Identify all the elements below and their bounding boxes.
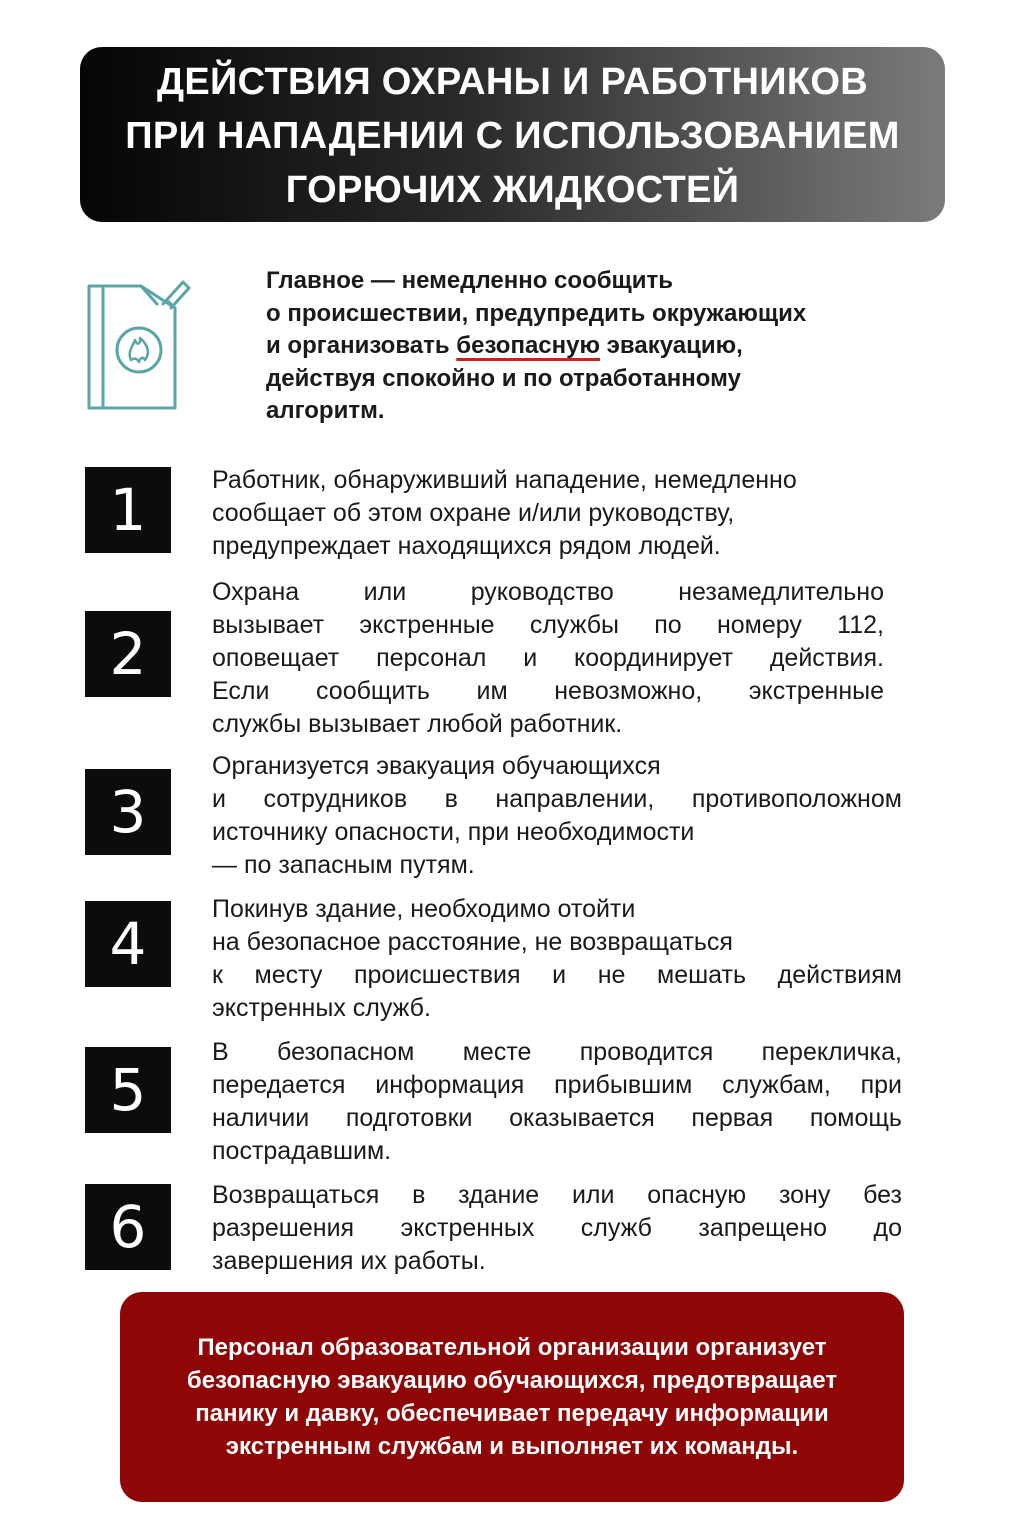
word: разрешения: [212, 1214, 355, 1242]
word: служб: [580, 1214, 652, 1242]
step-line: службы вызывает любой работник.: [212, 710, 623, 738]
intro-line: о происшествии, предупредить окружающих: [266, 299, 807, 327]
fuel-canister-fire-icon: [85, 278, 193, 412]
footer-line: панику и давку, обеспечивает передачу информации: [195, 1400, 829, 1427]
step-text: [212, 576, 884, 741]
word: персонал: [376, 644, 487, 672]
word: им: [476, 677, 508, 705]
word: в: [444, 785, 458, 813]
step-line: [212, 1036, 902, 1069]
step-line: [212, 1069, 902, 1102]
word: и: [552, 961, 567, 989]
word: оказывается: [509, 1104, 655, 1132]
page-title-line: ПРИ НАПАДЕНИИ С ИСПОЛЬЗОВАНИЕМ: [125, 114, 900, 157]
step-line: Покинув здание, необходимо отойти: [212, 895, 636, 923]
word: экстренных: [400, 1214, 535, 1242]
footer-line: Персонал образовательной организации организует: [197, 1334, 827, 1361]
intro-line: действуя спокойно и по отработанному: [266, 364, 741, 392]
word: информация: [375, 1071, 525, 1099]
word: действия.: [769, 644, 884, 672]
word: направлении,: [495, 785, 655, 813]
word: не: [597, 961, 626, 989]
word: сообщить: [316, 677, 430, 705]
word: номеру: [716, 611, 802, 639]
intro-line-part: эвакуацию,: [600, 332, 743, 359]
word: и: [523, 644, 538, 672]
step-line: [212, 783, 902, 816]
word: 112,: [837, 611, 884, 639]
page-title-line: ГОРЮЧИХ ЖИДКОСТЕЙ: [285, 168, 740, 211]
intro-line: алгоритм.: [266, 397, 385, 424]
word: без: [863, 1181, 902, 1209]
step-number-badge: 4: [85, 901, 171, 987]
step-text: [212, 750, 902, 882]
word: экстренные: [748, 677, 884, 705]
underlined-word: безопасную: [456, 332, 600, 359]
word: службам,: [722, 1071, 831, 1099]
step-line: [212, 1102, 902, 1135]
word: Охрана: [212, 578, 300, 606]
step-line: [212, 675, 884, 708]
word: месту: [254, 961, 323, 989]
step-text: [212, 1179, 902, 1278]
step-number-badge: 2: [85, 611, 171, 697]
step-line: источнику опасности, при необходимости: [212, 818, 695, 846]
word: или: [363, 578, 407, 606]
word: невозможно,: [554, 677, 703, 705]
word: помощь: [809, 1104, 902, 1132]
word: Возвращаться: [212, 1181, 380, 1209]
word: проводится: [579, 1038, 714, 1066]
step-line: экстренных служб.: [212, 994, 431, 1022]
footer-line: безопасную эвакуацию обучающихся, предотвращает: [186, 1367, 838, 1394]
step-number-badge: 1: [85, 467, 171, 553]
word: вызывает: [212, 611, 325, 639]
word: до: [873, 1214, 902, 1242]
word: действиям: [777, 961, 902, 989]
step-line: на безопасное расстояние, не возвращаться: [212, 928, 733, 956]
word: оповещает: [212, 644, 340, 672]
step-number-badge: 6: [85, 1184, 171, 1270]
word: незамедлительно: [678, 578, 884, 606]
intro-line: Главное — немедленно сообщить: [266, 267, 674, 294]
intro-line: [266, 330, 926, 363]
word: подготовки: [345, 1104, 473, 1132]
step-line: [212, 609, 884, 642]
word: при: [860, 1071, 902, 1099]
step-line: предупреждает находящихся рядом людей.: [212, 532, 721, 560]
footer-banner: [120, 1292, 904, 1502]
step-text: [212, 464, 902, 563]
word: месте: [462, 1038, 532, 1066]
word: сотрудников: [263, 785, 408, 813]
step-line: [212, 959, 902, 992]
word: безопасном: [277, 1038, 415, 1066]
step-line: пострадавшим.: [212, 1137, 392, 1165]
word: противоположном: [691, 785, 902, 813]
word: перекличка,: [761, 1038, 902, 1066]
intro-line-part: и организовать: [266, 332, 457, 359]
word: первая: [691, 1104, 774, 1132]
step-text: [212, 1036, 902, 1168]
step-text: [212, 893, 902, 1025]
step-line: [212, 576, 884, 609]
intro-text: [266, 265, 926, 428]
word: здание: [458, 1181, 540, 1209]
word: передается: [212, 1071, 346, 1099]
word: опасную: [647, 1181, 747, 1209]
word: и: [212, 785, 226, 813]
word: прибывшим: [554, 1071, 693, 1099]
word: наличии: [212, 1104, 310, 1132]
word: В: [212, 1038, 229, 1066]
word: или: [571, 1181, 615, 1209]
step-line: [212, 1212, 902, 1245]
step-number-badge: 3: [85, 769, 171, 855]
word: происшествия: [353, 961, 521, 989]
word: руководство: [470, 578, 614, 606]
step-line: — по запасным путям.: [212, 851, 475, 879]
step-number-badge: 5: [85, 1047, 171, 1133]
word: мешать: [657, 961, 746, 989]
word: в: [412, 1181, 426, 1209]
step-line: Работник, обнаруживший нападение, немедленно: [212, 466, 797, 494]
step-line: Организуется эвакуация обучающихся: [212, 752, 661, 780]
word: службы: [529, 611, 619, 639]
word: запрещено: [698, 1214, 828, 1242]
step-line: завершения их работы.: [212, 1247, 486, 1275]
step-line: сообщает об этом охране и/или руководству,: [212, 499, 735, 527]
step-line: [212, 1179, 902, 1212]
footer-line: экстренным службам и выполняет их команды.: [225, 1433, 799, 1460]
page-title-banner: [80, 47, 945, 222]
word: экстренные: [359, 611, 495, 639]
word: зону: [778, 1181, 831, 1209]
word: координирует: [573, 644, 734, 672]
word: по: [654, 611, 682, 639]
word: к: [212, 961, 223, 989]
page-title-line: ДЕЙСТВИЯ ОХРАНЫ И РАБОТНИКОВ: [157, 60, 868, 103]
step-line: [212, 642, 884, 675]
word: Если: [212, 677, 270, 705]
